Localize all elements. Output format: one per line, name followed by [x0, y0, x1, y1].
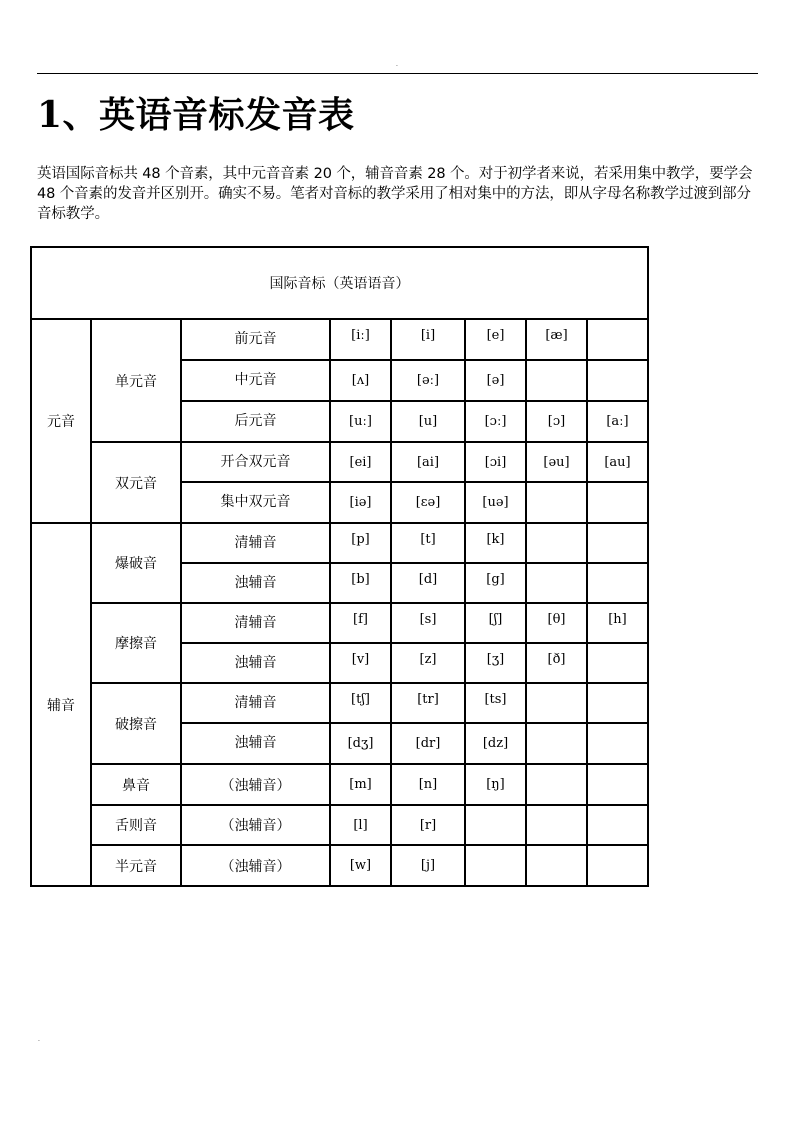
symbol-cell: [r] — [391, 805, 465, 845]
symbol-cell: [b] — [330, 563, 391, 603]
vowel-category-cell: 元音 — [31, 319, 91, 523]
symbol-cell: [dr] — [391, 723, 465, 764]
symbol-cell: [ɔ] — [526, 401, 587, 442]
symbol-cell: [v] — [330, 643, 391, 683]
symbol-cell — [526, 683, 587, 723]
symbol-cell — [587, 845, 648, 886]
symbol-cell — [526, 563, 587, 603]
symbol-cell: [n] — [391, 764, 465, 805]
centering-diphthong-label: 集中双元音 — [181, 482, 330, 523]
symbol-cell — [526, 805, 587, 845]
symbol-cell: [iː] — [330, 319, 391, 360]
symbol-cell: [əu] — [526, 442, 587, 482]
symbol-cell: [l] — [330, 805, 391, 845]
symbol-cell: [ʒ] — [465, 643, 526, 683]
symbol-cell: [ai] — [391, 442, 465, 482]
back-vowel-label: 后元音 — [181, 401, 330, 442]
page-title: 1、英语音标发音表 — [37, 94, 355, 136]
top-dot-mark: . — [396, 61, 398, 68]
nasal-group-cell: 鼻音 — [91, 764, 181, 805]
closing-diphthong-label: 开合双元音 — [181, 442, 330, 482]
voiced-label: 浊辅音 — [181, 563, 330, 603]
monophthong-group-cell: 单元音 — [91, 319, 181, 442]
voiceless-label: 清辅音 — [181, 603, 330, 643]
voiceless-label: 清辅音 — [181, 683, 330, 723]
table-row — [31, 764, 648, 805]
symbol-cell: [p] — [330, 523, 391, 563]
table-row — [31, 845, 648, 886]
symbol-cell — [587, 723, 648, 764]
symbol-cell: [ɛə] — [391, 482, 465, 523]
symbol-cell: [d] — [391, 563, 465, 603]
symbol-cell — [526, 482, 587, 523]
header-rule — [37, 73, 758, 74]
symbol-cell: [əː] — [391, 360, 465, 401]
fricative-group-cell: 摩擦音 — [91, 603, 181, 683]
symbol-cell: [aː] — [587, 401, 648, 442]
symbol-cell: [t] — [391, 523, 465, 563]
symbol-cell: [au] — [587, 442, 648, 482]
symbol-cell: [ei] — [330, 442, 391, 482]
symbol-cell: [ŋ] — [465, 764, 526, 805]
symbol-cell — [587, 319, 648, 360]
table-header-cell: 国际音标（英语语音） — [31, 247, 648, 319]
symbol-cell: [iə] — [330, 482, 391, 523]
symbol-cell — [465, 805, 526, 845]
symbol-cell: [æ] — [526, 319, 587, 360]
consonant-category-cell: 辅音 — [31, 523, 91, 886]
table-row — [31, 442, 648, 482]
central-vowel-label: 中元音 — [181, 360, 330, 401]
symbol-cell — [526, 523, 587, 563]
lateral-group-cell: 舌则音 — [91, 805, 181, 845]
voiced-note-label: （浊辅音） — [181, 764, 330, 805]
symbol-cell: [dʒ] — [330, 723, 391, 764]
symbol-cell: [ʌ] — [330, 360, 391, 401]
symbol-cell: [g] — [465, 563, 526, 603]
symbol-cell: [u] — [391, 401, 465, 442]
symbol-cell: [e] — [465, 319, 526, 360]
symbol-cell — [587, 683, 648, 723]
symbol-cell: [θ] — [526, 603, 587, 643]
affricate-group-cell: 破擦音 — [91, 683, 181, 764]
symbol-cell: [ts] — [465, 683, 526, 723]
symbol-cell: [w] — [330, 845, 391, 886]
bottom-dot-mark: . — [38, 1036, 40, 1043]
symbol-cell: [ə] — [465, 360, 526, 401]
plosive-group-cell: 爆破音 — [91, 523, 181, 603]
symbol-cell — [526, 360, 587, 401]
symbol-cell — [587, 523, 648, 563]
table-row — [31, 683, 648, 723]
diphthong-group-cell: 双元音 — [91, 442, 181, 523]
front-vowel-label: 前元音 — [181, 319, 330, 360]
symbol-cell — [526, 845, 587, 886]
symbol-cell: [uː] — [330, 401, 391, 442]
symbol-cell: [ɔi] — [465, 442, 526, 482]
symbol-cell — [526, 723, 587, 764]
voiced-label: 浊辅音 — [181, 723, 330, 764]
symbol-cell: [j] — [391, 845, 465, 886]
symbol-cell: [dz] — [465, 723, 526, 764]
symbol-cell: [h] — [587, 603, 648, 643]
symbol-cell: [m] — [330, 764, 391, 805]
table-row — [31, 319, 648, 360]
symbol-cell — [587, 360, 648, 401]
table-row — [31, 805, 648, 845]
symbol-cell: [ɔː] — [465, 401, 526, 442]
voiced-note-label: （浊辅音） — [181, 845, 330, 886]
symbol-cell: [tr] — [391, 683, 465, 723]
voiced-label: 浊辅音 — [181, 643, 330, 683]
voiceless-label: 清辅音 — [181, 523, 330, 563]
semivowel-group-cell: 半元音 — [91, 845, 181, 886]
phonetic-table — [30, 246, 649, 887]
symbol-cell: [z] — [391, 643, 465, 683]
symbol-cell: [i] — [391, 319, 465, 360]
symbol-cell — [526, 764, 587, 805]
intro-paragraph: 英语国际音标共 48 个音素，其中元音音素 20 个，辅音音素 28 个。对于初学者来说，若采用集中教学，要学会 48 个音素的发音并区别开。确实不易。笔者对音标的教学采用了相对集中的方法，即从字母名称教学过渡到部分音标教学。 — [37, 166, 753, 222]
symbol-cell — [587, 643, 648, 683]
symbol-cell — [587, 563, 648, 603]
table-row — [31, 523, 648, 563]
symbol-cell — [587, 482, 648, 523]
symbol-cell: [ʃ] — [465, 603, 526, 643]
symbol-cell: [k] — [465, 523, 526, 563]
symbol-cell: [uə] — [465, 482, 526, 523]
table-row — [31, 603, 648, 643]
symbol-cell: [s] — [391, 603, 465, 643]
symbol-cell — [587, 805, 648, 845]
symbol-cell: [tʃ] — [330, 683, 391, 723]
voiced-note-label: （浊辅音） — [181, 805, 330, 845]
symbol-cell — [587, 764, 648, 805]
symbol-cell — [465, 845, 526, 886]
symbol-cell: [ð] — [526, 643, 587, 683]
symbol-cell: [f] — [330, 603, 391, 643]
